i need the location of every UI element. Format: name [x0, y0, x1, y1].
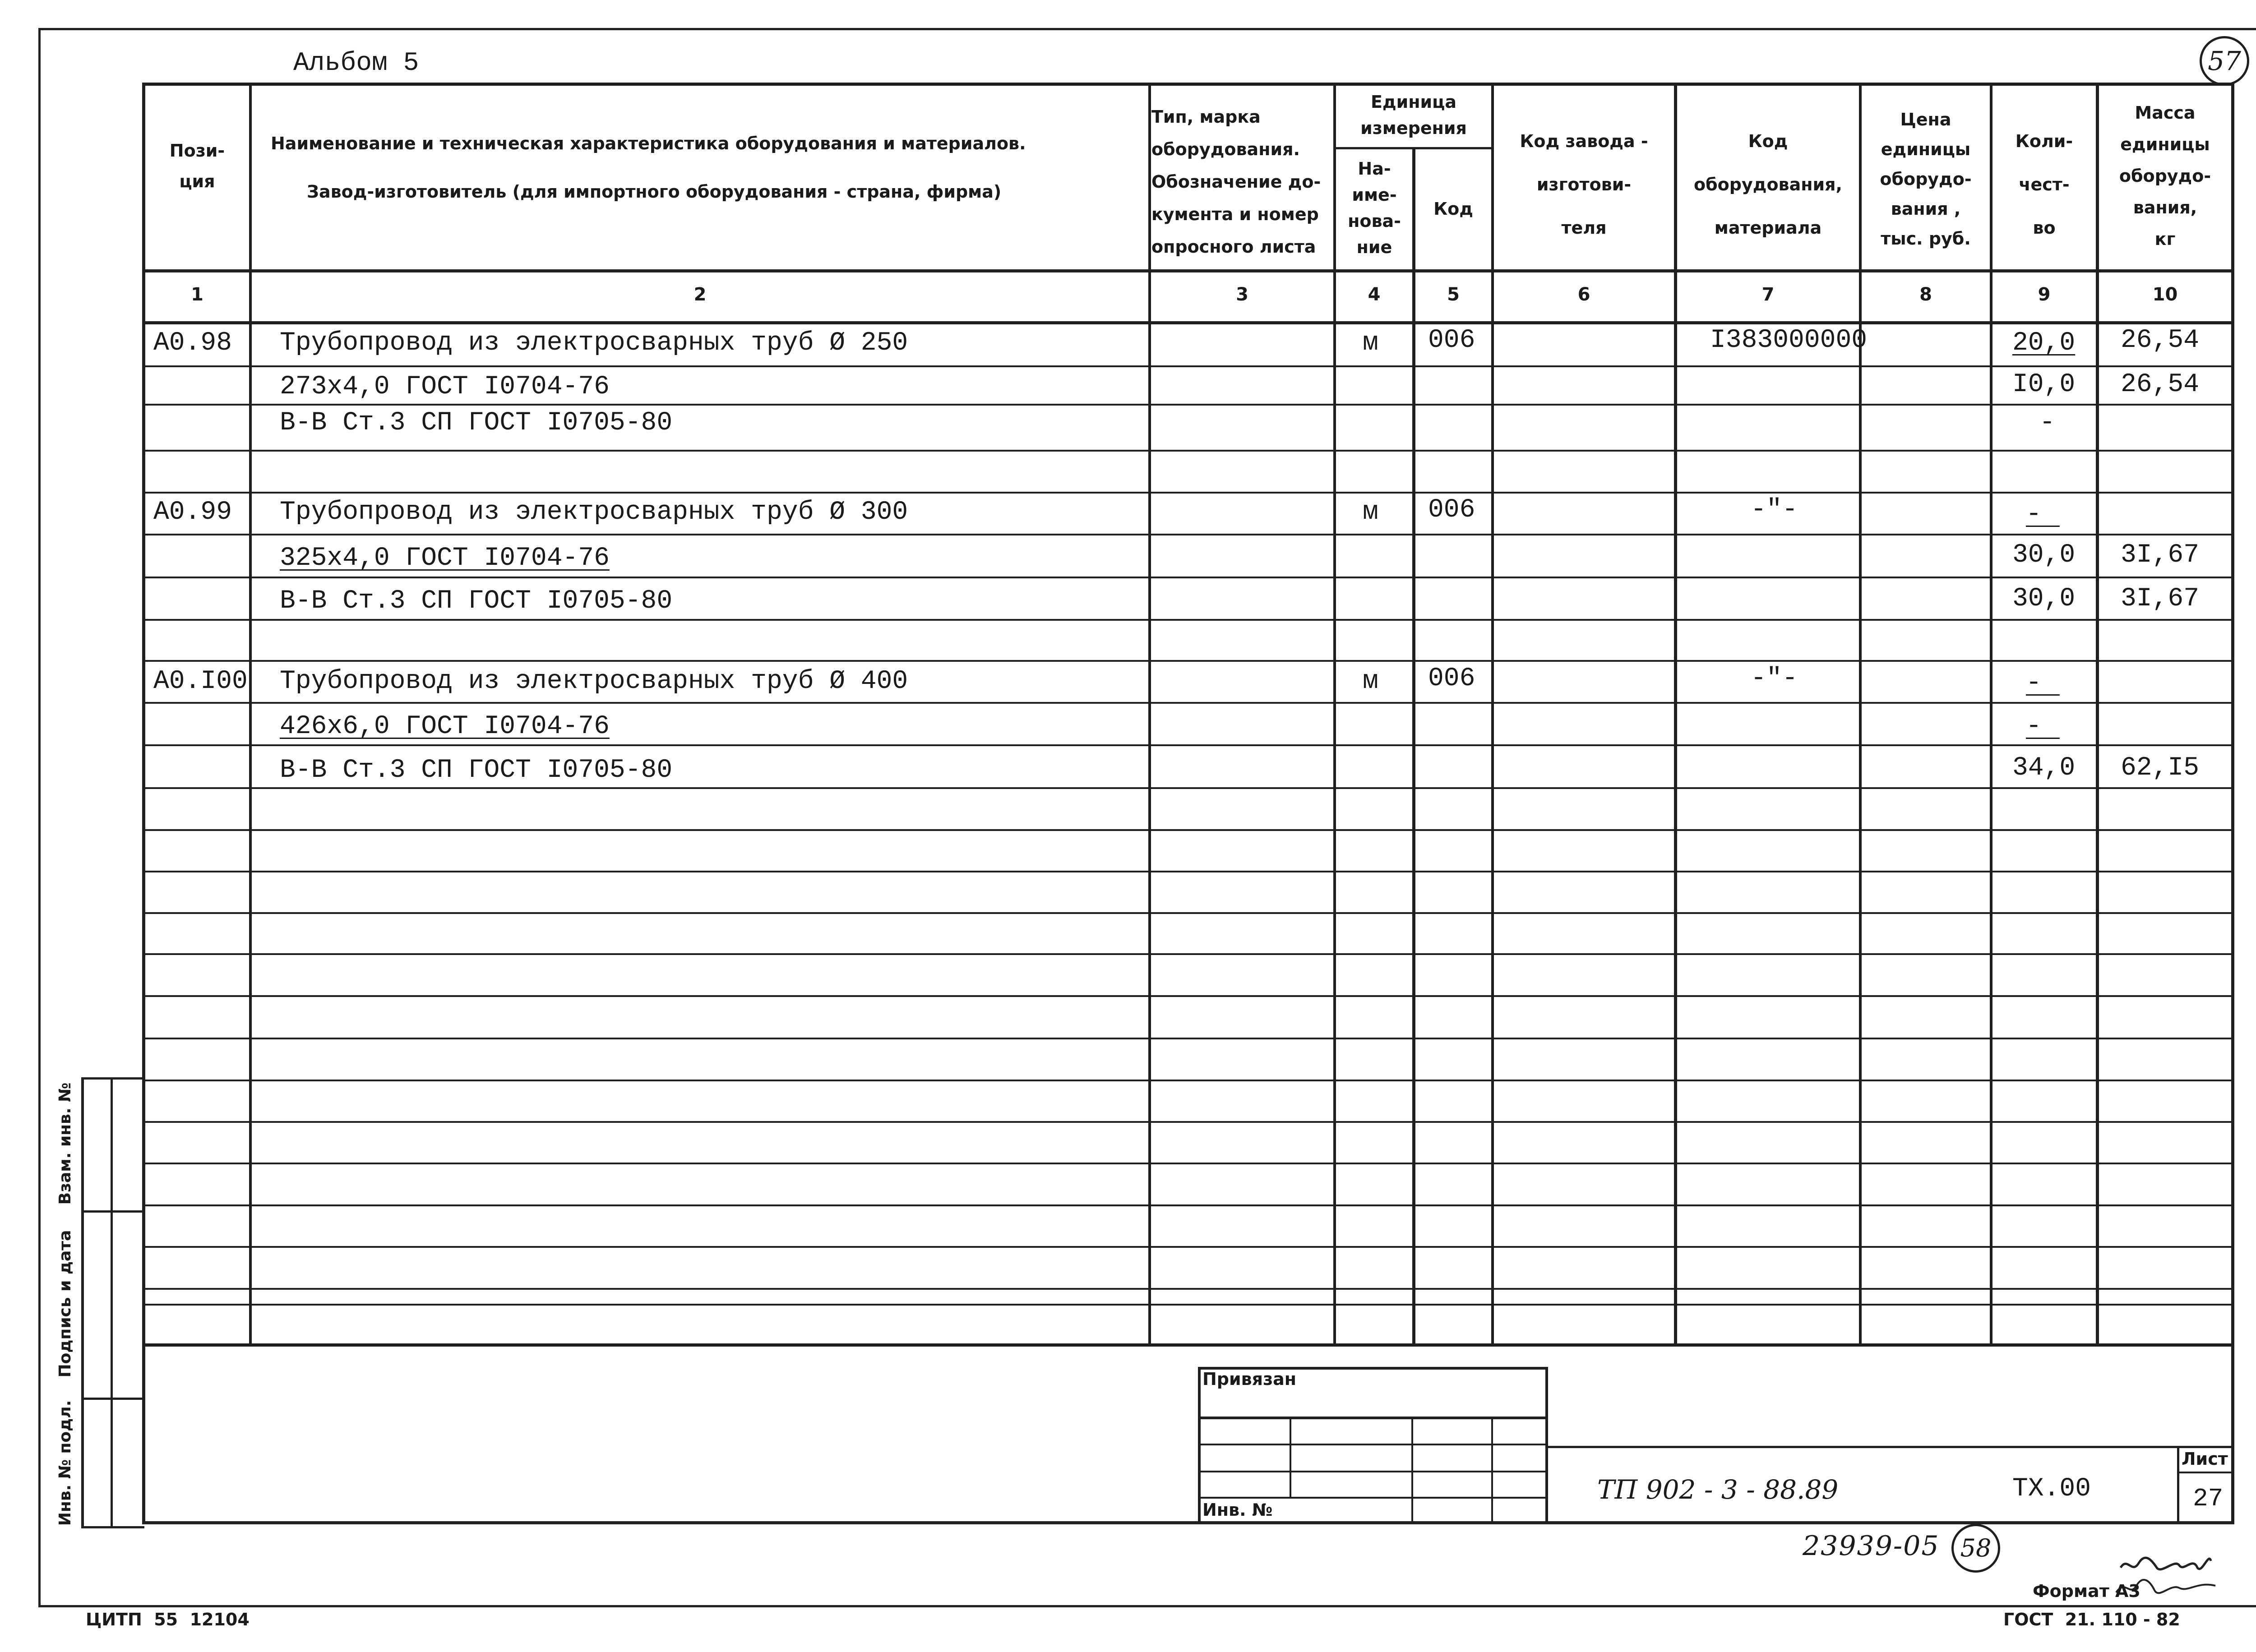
row-quantity: I0,0 — [2012, 370, 2076, 399]
circle-number — [1951, 1524, 2000, 1573]
row-name: В-В Ст.3 СП ГОСТ I0705-80 — [280, 408, 673, 438]
row-separator — [145, 619, 2231, 621]
col-number: 10 — [2152, 284, 2178, 305]
row-position: А0.I00 — [153, 667, 248, 696]
row-quantity: 20,0 — [2012, 328, 2076, 358]
col-number: 1 — [191, 284, 203, 305]
sheet-label: Лист — [2182, 1449, 2228, 1469]
outer-frame-bottom — [38, 1605, 2256, 1607]
stamp-line-b — [1198, 1471, 1548, 1472]
row-separator — [145, 953, 2231, 955]
row-separator — [145, 1288, 2231, 1290]
side-stamp-left — [81, 1077, 84, 1528]
privyazan-box-right — [1545, 1367, 1548, 1524]
privyazan-line — [1198, 1417, 1548, 1419]
col-number: 6 — [1577, 284, 1590, 305]
privyazan-label: Привязан — [1202, 1369, 1297, 1389]
row-separator — [145, 829, 2231, 831]
body-bottom-line — [142, 1343, 2234, 1347]
row-unit: м — [1363, 498, 1378, 527]
format-label: Формат А3 — [2033, 1581, 2140, 1601]
side-stamp-sep1 — [81, 1210, 144, 1213]
header-position: Пози- ция — [169, 141, 225, 191]
row-separator — [145, 995, 2231, 997]
col-number: 8 — [1919, 284, 1932, 305]
col-sep-6 — [1674, 83, 1677, 1346]
row-mass: 62,I5 — [2121, 753, 2200, 783]
row-material-code: -"- — [1751, 664, 1798, 693]
stamp-upper-line — [1545, 1446, 2234, 1448]
row-separator — [145, 744, 2231, 746]
table-top — [142, 83, 2234, 86]
row-separator — [145, 1204, 2231, 1206]
row-separator — [145, 871, 2231, 872]
row-material-code: I383000000 — [1710, 326, 1868, 355]
colnum-bottom-line — [142, 321, 2234, 324]
row-unit-code: 006 — [1428, 326, 1475, 355]
col-sep-8 — [1990, 83, 1992, 1346]
row-quantity: 30,0 — [2012, 584, 2076, 614]
row-unit: м — [1363, 328, 1378, 358]
citp-label: ЦИТП 55 12104 — [86, 1610, 250, 1629]
side-label-original-inv: Инв. № подл. — [56, 1400, 74, 1526]
row-separator — [145, 577, 2231, 578]
header-name-line1: Наименование и техническая характеристика оборудования и материалов. — [271, 134, 1026, 153]
album-title: Альбом 5 — [293, 49, 419, 78]
header-mass: Масса единицы оборудо- вания, кг — [2119, 103, 2211, 249]
row-quantity: - — [2039, 408, 2055, 438]
sheet-number: 27 — [2193, 1484, 2224, 1513]
header-unit-group: Единица измерения — [1360, 92, 1467, 138]
row-separator — [145, 1163, 2231, 1164]
header-material-code: Код оборудования, материала — [1694, 131, 1842, 238]
side-stamp-sep2 — [81, 1398, 144, 1400]
row-name: 325х4,0 ГОСТ I0704-76 — [280, 544, 610, 573]
row-separator — [145, 787, 2231, 789]
table-right — [2231, 83, 2234, 1524]
row-quantity: 34,0 — [2012, 753, 2076, 783]
row-mass: 3I,67 — [2121, 584, 2200, 614]
outer-frame-top — [38, 28, 2256, 30]
row-position: А0.98 — [153, 328, 232, 358]
row-separator — [145, 1038, 2231, 1039]
header-quantity: Коли- чест- во — [2015, 131, 2073, 238]
row-name: Трубопровод из электросварных труб Ø 300 — [280, 498, 908, 527]
row-unit-code: 006 — [1428, 495, 1475, 525]
row-mass: 3I,67 — [2121, 540, 2200, 570]
row-unit-code: 006 — [1428, 664, 1475, 693]
side-stamp-top — [81, 1077, 144, 1080]
gost-label: ГОСТ 21. 110 - 82 — [2003, 1610, 2180, 1629]
handwritten-number: 23939-05 — [1803, 1530, 1940, 1562]
col-sep-1 — [249, 83, 252, 1346]
row-separator — [145, 702, 2231, 704]
row-separator — [145, 1121, 2231, 1123]
document-mark: ТХ.00 — [2012, 1474, 2091, 1504]
header-type: Тип, марка оборудования. Обозначение до- кумента и номер опросного листа — [1151, 107, 1321, 257]
sheet-box-mid — [2177, 1472, 2234, 1473]
row-quantity: - — [2026, 500, 2060, 529]
row-name: В-В Ст.3 СП ГОСТ I0705-80 — [280, 756, 673, 785]
header-maker-code: Код завода - изготови- теля — [1520, 131, 1648, 238]
row-name: Трубопровод из электросварных труб Ø 400 — [280, 667, 908, 696]
row-name: Трубопровод из электросварных труб Ø 250 — [280, 328, 908, 358]
col-number: 3 — [1236, 284, 1248, 305]
header-bottom-line — [142, 269, 2234, 272]
stamp-col-a — [1290, 1417, 1291, 1498]
stamp-line-c — [1198, 1497, 1548, 1499]
col-number: 5 — [1447, 284, 1460, 305]
side-stamp-divider — [111, 1077, 113, 1528]
side-stamp-bottom — [81, 1526, 144, 1528]
row-unit: м — [1363, 667, 1378, 696]
stamp-line-a — [1198, 1444, 1548, 1445]
row-separator — [145, 365, 2231, 367]
header-price: Цена единицы оборудо- вания , тыс. руб. — [1880, 110, 1972, 249]
privyazan-box-left — [1198, 1367, 1201, 1524]
stamp-col-c — [1491, 1417, 1493, 1524]
row-name: 273х4,0 ГОСТ I0704-76 — [280, 372, 610, 401]
side-label-replaced-inv: Взам. инв. № — [56, 1082, 74, 1205]
side-label-signature-date: Подпись и дата — [56, 1230, 74, 1378]
col-number: 7 — [1761, 284, 1775, 305]
col-number: 9 — [2038, 284, 2051, 305]
document-code: ТП 902 - 3 - 88.89 — [1597, 1474, 1839, 1505]
page-number: 57 — [2208, 46, 2241, 76]
row-name: 426х6,0 ГОСТ I0704-76 — [280, 712, 610, 741]
page-number-circle — [2200, 36, 2249, 86]
col-sep-3 — [1333, 83, 1336, 1346]
circle-number-text: 58 — [1960, 1534, 1992, 1562]
col-sep-5 — [1491, 83, 1494, 1346]
col-sep-9 — [2096, 83, 2099, 1346]
col-sep-4 — [1412, 149, 1415, 1346]
row-separator — [145, 492, 2231, 494]
sheet-box-left — [2177, 1446, 2179, 1524]
header-unit-code: Код — [1433, 199, 1473, 219]
col-sep-2 — [1148, 83, 1151, 1346]
table-left — [142, 83, 145, 1524]
row-quantity: - — [2026, 669, 2060, 698]
col-number: 2 — [693, 284, 707, 305]
table-bottom — [142, 1521, 2234, 1524]
row-name: В-В Ст.3 СП ГОСТ I0705-80 — [280, 586, 673, 616]
row-separator — [145, 534, 2231, 535]
outer-frame-left — [38, 28, 41, 1607]
row-quantity: 30,0 — [2012, 540, 2076, 570]
row-separator — [145, 404, 2231, 406]
row-separator — [145, 1304, 2231, 1306]
row-material-code: -"- — [1751, 495, 1798, 525]
row-separator — [145, 660, 2231, 662]
row-position: А0.99 — [153, 498, 232, 527]
row-separator — [145, 912, 2231, 914]
col-sep-7 — [1859, 83, 1862, 1346]
row-separator — [145, 1080, 2231, 1081]
row-mass: 26,54 — [2121, 326, 2200, 355]
row-quantity: - — [2026, 712, 2060, 741]
col-number: 4 — [1368, 284, 1381, 305]
row-separator — [145, 450, 2231, 452]
header-name-line2: Завод-изготовитель (для импортного оборудования - страна, фирма) — [307, 182, 1002, 202]
inv-no-label: Инв. № — [1202, 1500, 1273, 1520]
header-unit-name: На- име- нова- ние — [1348, 159, 1401, 257]
row-separator — [145, 1246, 2231, 1248]
stamp-col-b — [1411, 1417, 1413, 1524]
unit-group-line — [1333, 147, 1494, 149]
row-mass: 26,54 — [2121, 370, 2200, 399]
